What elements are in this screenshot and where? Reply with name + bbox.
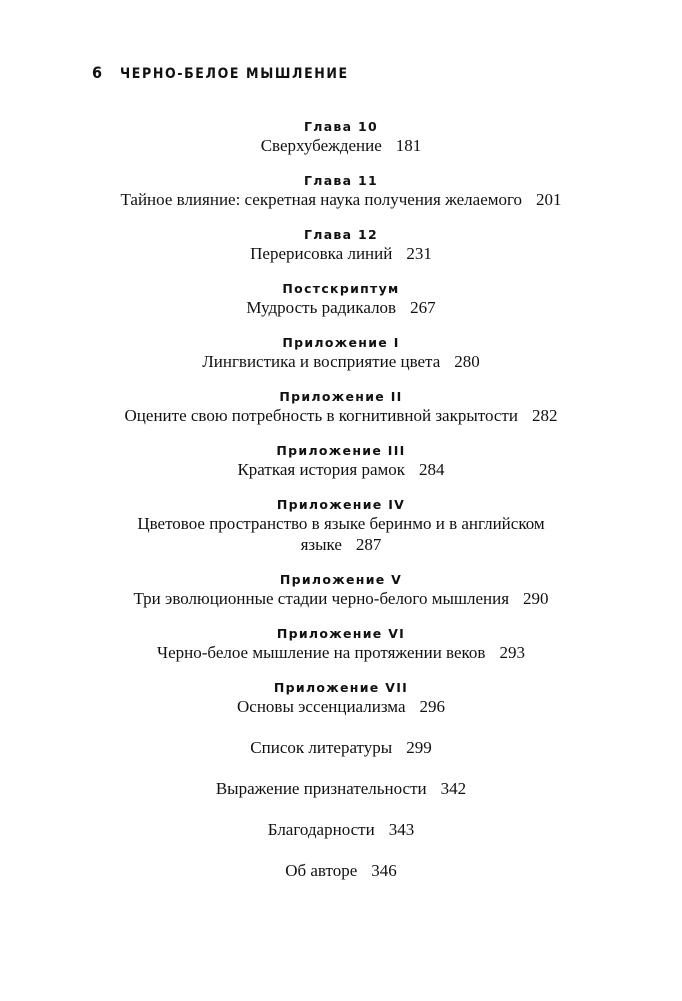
- toc-entry-title: Тайное влияние: секретная наука получения желаемого: [120, 190, 523, 209]
- toc-entry-label: Приложение III: [276, 443, 406, 458]
- toc-entry-label: Приложение VII: [273, 680, 409, 695]
- toc-entry[interactable]: [100, 737, 582, 758]
- toc-entry-title-line: [100, 819, 582, 840]
- toc-entry-title: Мудрость радикалов: [246, 298, 397, 317]
- page-number: 6: [92, 63, 103, 82]
- toc-entry-page: 346: [371, 861, 397, 880]
- toc-entry-page: 280: [454, 352, 480, 371]
- toc-entry-page: 282: [531, 406, 558, 425]
- toc-entry[interactable]: [100, 860, 582, 881]
- toc-entry-title-line: [100, 737, 582, 758]
- toc-entry[interactable]: [100, 496, 582, 555]
- toc-entry-title: Благодарности: [267, 820, 375, 839]
- toc-entry-title-line: [100, 513, 582, 534]
- toc-entry-title: Список литературы: [250, 738, 393, 757]
- toc-entry-label: Приложение IV: [276, 497, 406, 512]
- toc-entry-page: 201: [536, 190, 562, 209]
- toc-entry-label: Приложение VI: [276, 626, 406, 641]
- toc-entry-label: Глава 11: [303, 173, 379, 188]
- toc-entry-title: Лингвистика и восприятие цвета: [202, 352, 441, 371]
- toc-entry-title-line: [100, 189, 582, 210]
- toc-entry-title-line: [100, 588, 582, 609]
- toc-entry-page: 343: [388, 820, 415, 839]
- table-of-contents: [100, 118, 582, 881]
- toc-entry-title: Черно-белое мышление на протяжении веков: [157, 643, 486, 662]
- toc-entry-page: 284: [419, 460, 445, 479]
- toc-entry[interactable]: [100, 625, 582, 663]
- toc-entry-title: Об авторе: [285, 861, 358, 880]
- toc-entry-title-line-continued: [100, 534, 582, 555]
- toc-entry-title-line: [100, 642, 582, 663]
- toc-entry-label: Глава 10: [303, 119, 379, 134]
- toc-entry-page: 231: [406, 244, 432, 263]
- toc-entry-page: 299: [406, 738, 432, 757]
- toc-entry-title-line: [100, 459, 582, 480]
- toc-entry-page: 287: [355, 535, 382, 554]
- toc-entry-title: Краткая история рамок: [237, 460, 406, 479]
- toc-entry-page: 267: [410, 298, 436, 317]
- toc-entry-title: Оцените свою потребность в когнитивной закрытости: [124, 406, 518, 425]
- toc-entry[interactable]: [100, 280, 582, 318]
- toc-entry[interactable]: [100, 571, 582, 609]
- toc-entry-title-line: [100, 696, 582, 717]
- toc-entry-title: Основы эссенциализма: [237, 697, 406, 716]
- toc-entry-page: 342: [440, 779, 467, 798]
- toc-entry[interactable]: [100, 819, 582, 840]
- toc-entry-title-line: [100, 351, 582, 372]
- toc-entry-label: Приложение II: [279, 389, 403, 404]
- toc-entry[interactable]: [100, 334, 582, 372]
- toc-entry-label: Приложение V: [279, 572, 403, 587]
- toc-entry-title-line: [100, 405, 582, 426]
- toc-entry[interactable]: [100, 226, 582, 264]
- toc-entry-title-line: [100, 243, 582, 264]
- running-head-title: ЧЕРНО-БЕЛОЕ МЫШЛЕНИЕ: [120, 66, 349, 82]
- toc-entry-page: 296: [419, 697, 445, 716]
- toc-entry-label: Приложение I: [282, 335, 400, 350]
- toc-entry[interactable]: [100, 442, 582, 480]
- running-head: [92, 63, 349, 82]
- toc-entry-title-line: [100, 135, 582, 156]
- toc-entry-title: Сверхубеждение: [260, 136, 382, 155]
- toc-entry[interactable]: [100, 778, 582, 799]
- toc-entry-title-line: [100, 860, 582, 881]
- toc-entry-title-line: [100, 297, 582, 318]
- toc-entry-title-continued: языке: [300, 535, 342, 554]
- toc-entry-title: Цветовое пространство в языке беринмо и в английском: [137, 514, 545, 533]
- toc-entry-page: 290: [523, 589, 549, 608]
- toc-entry-page: 293: [499, 643, 525, 662]
- toc-entry-title: Перерисовка линий: [250, 244, 393, 263]
- toc-entry[interactable]: [100, 172, 582, 210]
- toc-entry-title-line: [100, 778, 582, 799]
- toc-entry-label: Постскриптум: [282, 281, 400, 296]
- toc-entry[interactable]: [100, 679, 582, 717]
- toc-entry-title: Три эволюционные стадии черно-белого мышления: [133, 589, 510, 608]
- toc-entry-page: 181: [395, 136, 422, 155]
- toc-entry[interactable]: [100, 388, 582, 426]
- toc-entry-title: Выражение признательности: [215, 779, 427, 798]
- toc-entry-label: Глава 12: [303, 227, 379, 242]
- toc-entry[interactable]: [100, 118, 582, 156]
